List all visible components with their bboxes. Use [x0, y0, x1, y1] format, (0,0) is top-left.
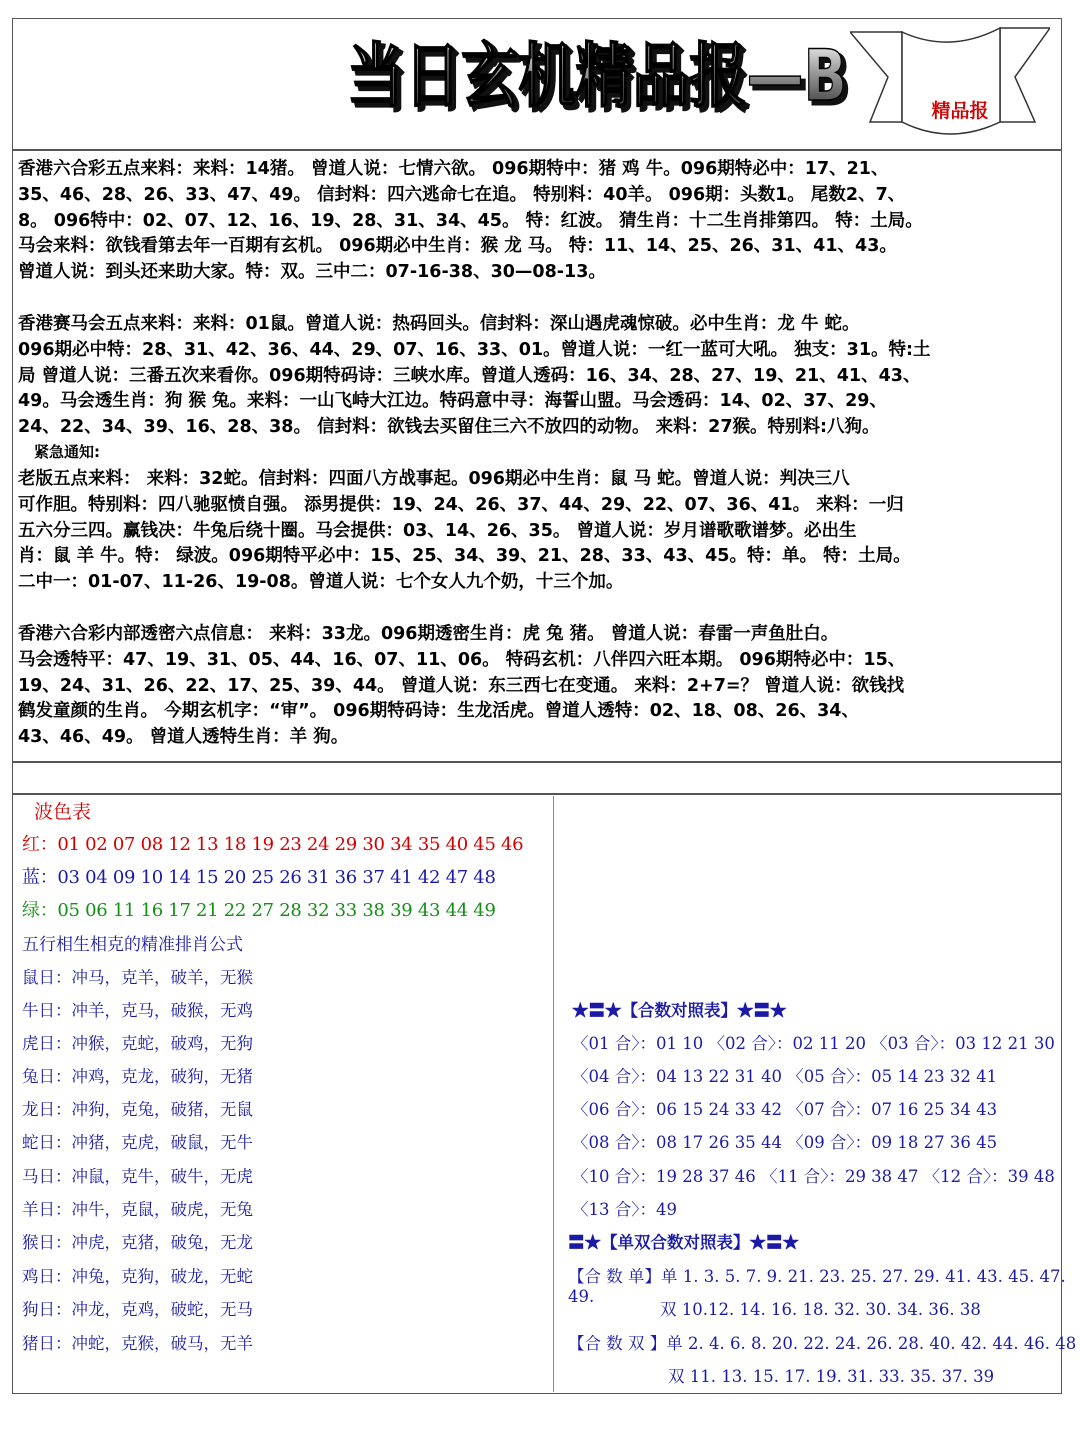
heshu-row: 〈08 合〉：08 17 26 35 44 〈09 合〉：09 18 27 36 45 [572, 1133, 998, 1152]
wave-blue-row: 蓝：03 04 09 10 14 15 20 25 26 31 36 37 41 42 47 48 [22, 867, 496, 888]
urgent-notice: 紧急通知: [34, 443, 100, 461]
danshuang-dan-line: 双 10.12. 14. 16. 18. 32. 30. 34. 36. 38 [660, 1300, 981, 1319]
title-shadow: 当日玄机精品报—B [351, 39, 851, 121]
heshu-row: 〈04 合〉：04 13 22 31 40 〈05 合〉：05 14 23 32 41 [572, 1067, 998, 1086]
title-text: 当日玄机精品报—B [347, 35, 847, 117]
text-line: 49。马会透生肖：狗 猴 兔。来料：一山飞峙大江边。特码意中寻：海誓山盟。马会透码：14、02、37、29、 [18, 391, 887, 412]
text-line: 肖：鼠 羊 牛。特： 绿波。096期特平必中：15、25、34、39、21、28、33、43、45。特：单。 特：土局。 [18, 546, 911, 567]
text-line: 24、22、34、39、16、28、38。 信封料：欲钱去买留住三六不放四的动物。 来料：27猴。特别料:八狗。 [18, 417, 880, 438]
zodiac-row: 猪日：冲蛇，克猴，破马，无羊 [22, 1334, 253, 1353]
heshu-row: 〈01 合〉：01 10 〈02 合〉：02 11 20 〈03 合〉：03 12 21 30 [572, 1034, 1055, 1053]
text-line: 可作胆。特别料：四八驰驱愤自强。 添男提供：19、24、26、37、44、29、22、07、36、41。 来料：一归 [18, 494, 904, 515]
text-content [18, 157, 1058, 777]
zodiac-row: 鼠日：冲马，克羊，破羊，无猴 [22, 968, 253, 987]
text-line: 香港赛马会五点来料：来料：01鼠。曾道人说：热码回头。信封料：深山遇虎魂惊破。必中生肖：龙 牛 蛇。 [18, 313, 860, 334]
text-line: 19、24、31、26、22、17、25、39、44。 曾道人说：东三西七在变通。 来料：2+7=？ 曾道人说：欲钱找 [18, 675, 905, 696]
text-line: 老版五点来料： 来料：32蛇。信封料：四面八方战事起。096期必中生肖：鼠 马 蛇。曾道人说：判决三八 [18, 468, 850, 489]
wave-table-title: 波色表 [34, 801, 92, 823]
text-line: 香港六合彩五点来料：来料：14猪。 曾道人说：七情六欲。 096期特中：猪 鸡 牛。096期特必中：17、21、 [18, 159, 889, 179]
text-line: 43、46、49。 曾道人透特生肖：羊 狗。 [18, 727, 349, 748]
text-line: 五六分三四。赢钱决：牛兔后绕十圈。马会提供：03、14、26、35。 曾道人说：岁月谱歌歌谱梦。必出生 [18, 520, 857, 541]
heshu-row: 〈13 合〉：49 [572, 1200, 677, 1219]
text-line: 鹤发童颜的生肖。 今期玄机字：“审”。 096期特码诗：生龙活虎。曾道人透特：02、18、08、26、34、 [18, 701, 859, 722]
text-line: 曾道人说：到头还来助大家。特：双。三中二：07-16-38、30—08-13。 [18, 262, 606, 283]
text-line: 马会透特平：47、19、31、05、44、16、07、11、06。 特码玄机：八伴四六旺本期。 096期特必中：15、 [18, 649, 906, 670]
danshuang-dan-line: 【合 数 单】单 1. 3. 5. 7. 9. 21. 23. 25. 27. 29. 41. 43. 45. 47. 49. [568, 1267, 1066, 1306]
danshuang-title: 〓★【单双合数对照表】★〓★ [568, 1233, 799, 1252]
heshu-row: 〈06 合〉：06 15 24 33 42 〈07 合〉：07 16 25 34 43 [572, 1100, 998, 1119]
zodiac-row: 虎日：冲猴，克蛇，破鸡，无狗 [22, 1034, 253, 1053]
heshu-title: ★〓★【合数对照表】★〓★ [572, 1001, 787, 1020]
wuxing-title: 五行相生相克的精准排肖公式 [22, 935, 243, 955]
heshu-row: 〈10 合〉：19 28 37 46 〈11 合〉：29 38 47 〈12 合〉：39 48 [572, 1167, 1055, 1186]
zodiac-row: 牛日：冲羊，克马，破猴，无鸡 [22, 1001, 253, 1020]
wave-green-row: 绿：05 06 11 16 17 21 22 27 28 32 33 38 39 43 44 49 [22, 900, 496, 921]
zodiac-row: 猴日：冲虎，克猪，破兔，无龙 [22, 1233, 253, 1252]
text-line: 香港六合彩内部透密六点信息： 来料：33龙。096期透密生肖：虎 兔 猪。 曾道人说：春雷一声鱼肚白。 [18, 623, 839, 644]
zodiac-row: 狗日：冲龙，克鸡，破蛇，无马 [22, 1300, 253, 1319]
text-line: 096期必中特：28、31、42、36、44、29、07、16、33、01。曾道人说：一红一蓝可大吼。 独支：31。特:土 [18, 339, 931, 360]
zodiac-row: 羊日：冲牛，克鼠，破虎，无兔 [22, 1200, 253, 1219]
text-line: 35、46、28、26、33、47、49。 信封料：四六逃命七在追。 特别料：40羊。 096期：头数1。 尾数2、7、 [18, 184, 906, 205]
paragraph-hk-five [18, 157, 1058, 286]
text-line: 二中一：01-07、11-26、19-08。曾道人说：七个女人九个奶，十三个加。 [18, 572, 624, 593]
title-logo [345, 30, 865, 122]
zodiac-row: 兔日：冲鸡，克龙，破狗，无猪 [22, 1067, 253, 1086]
zodiac-row: 龙日：冲狗，克兔，破猪，无鼠 [22, 1100, 253, 1119]
wave-red-row: 红：01 02 07 08 12 13 18 19 23 24 29 30 34 35 40 45 46 [22, 834, 524, 855]
text-line: 8。 096特中：02、07、12、16、19、28、31、34、45。 特：红波。 猜生肖：十二生肖排第四。 特：土局。 [18, 210, 923, 231]
text-line: 马会来料：欲钱看第去年一百期有玄机。 096期必中生肖：猴 龙 马。 特：11、14、25、26、31、41、43。 [18, 236, 897, 257]
zodiac-row: 蛇日：冲猪，克虎，破鼠，无牛 [22, 1133, 253, 1152]
danshuang-shuang-line: 【合 数 双 】单 2. 4. 6. 8. 20. 22. 24. 26. 28. 40. 42. 44. 46. 48 [568, 1334, 1077, 1353]
paragraph-jockey-club [18, 312, 1058, 441]
banner-label: 精品报 [931, 100, 989, 122]
text-line: 局 曾道人说：三番五次来看你。096期特码诗：三峡水库。曾道人透码：16、34、28、27、19、21、41、43、 [18, 365, 921, 386]
zodiac-row: 鸡日：冲兔，克狗，破龙，无蛇 [22, 1267, 253, 1286]
column-divider [553, 796, 554, 1392]
zodiac-row: 马日：冲鼠，克牛，破牛，无虎 [22, 1167, 253, 1186]
paragraph-inside-info [18, 622, 1058, 751]
paragraph-old-edition [18, 467, 1058, 596]
danshuang-shuang-line: 双 11. 13. 15. 17. 19. 31. 33. 35. 37. 39 [668, 1367, 995, 1386]
